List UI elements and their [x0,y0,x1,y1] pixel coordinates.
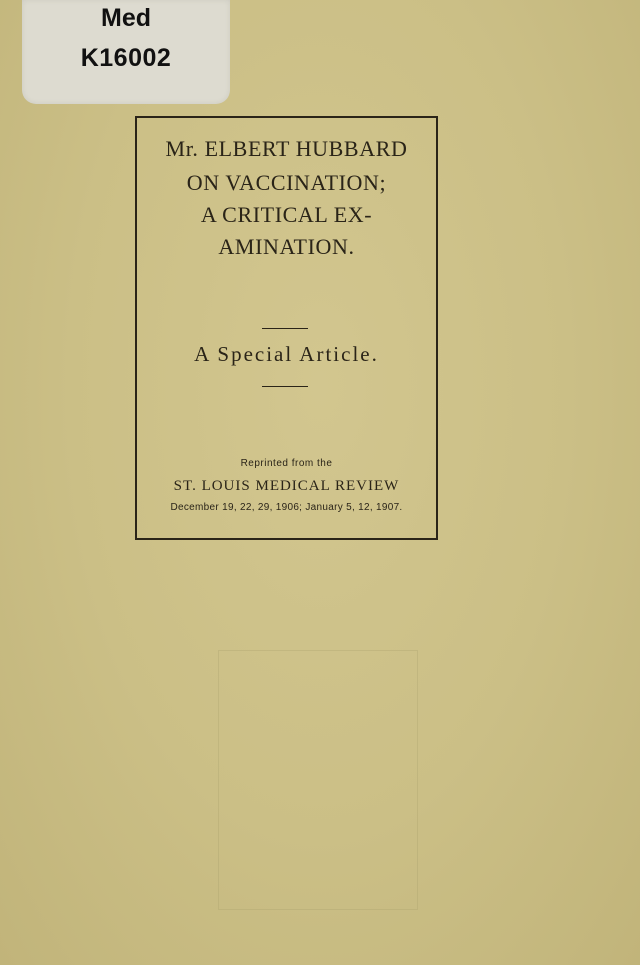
library-label-sticker [22,0,230,104]
article-label: A Special Article. [194,342,379,366]
divider-rule-bottom [262,386,308,387]
publication-dates: December 19, 22, 29, 1906; January 5, 12, 1907. [170,502,403,513]
library-label-line-1: Med [101,4,151,32]
reprint-note: Reprinted from the [240,458,333,469]
title-line-4: AMINATION. [218,234,355,259]
divider-rule-top [262,328,308,329]
title-line-1: Mr. ELBERT HUBBARD [165,136,408,161]
journal-name: ST. LOUIS MEDICAL REVIEW [173,478,400,494]
title-line-2: ON VACCINATION; [186,170,387,195]
title-page-frame [135,116,438,540]
title-line-3: A CRITICAL EX- [200,202,373,227]
library-label-line-2: K16002 [80,44,172,72]
faint-page-impression [218,650,418,910]
